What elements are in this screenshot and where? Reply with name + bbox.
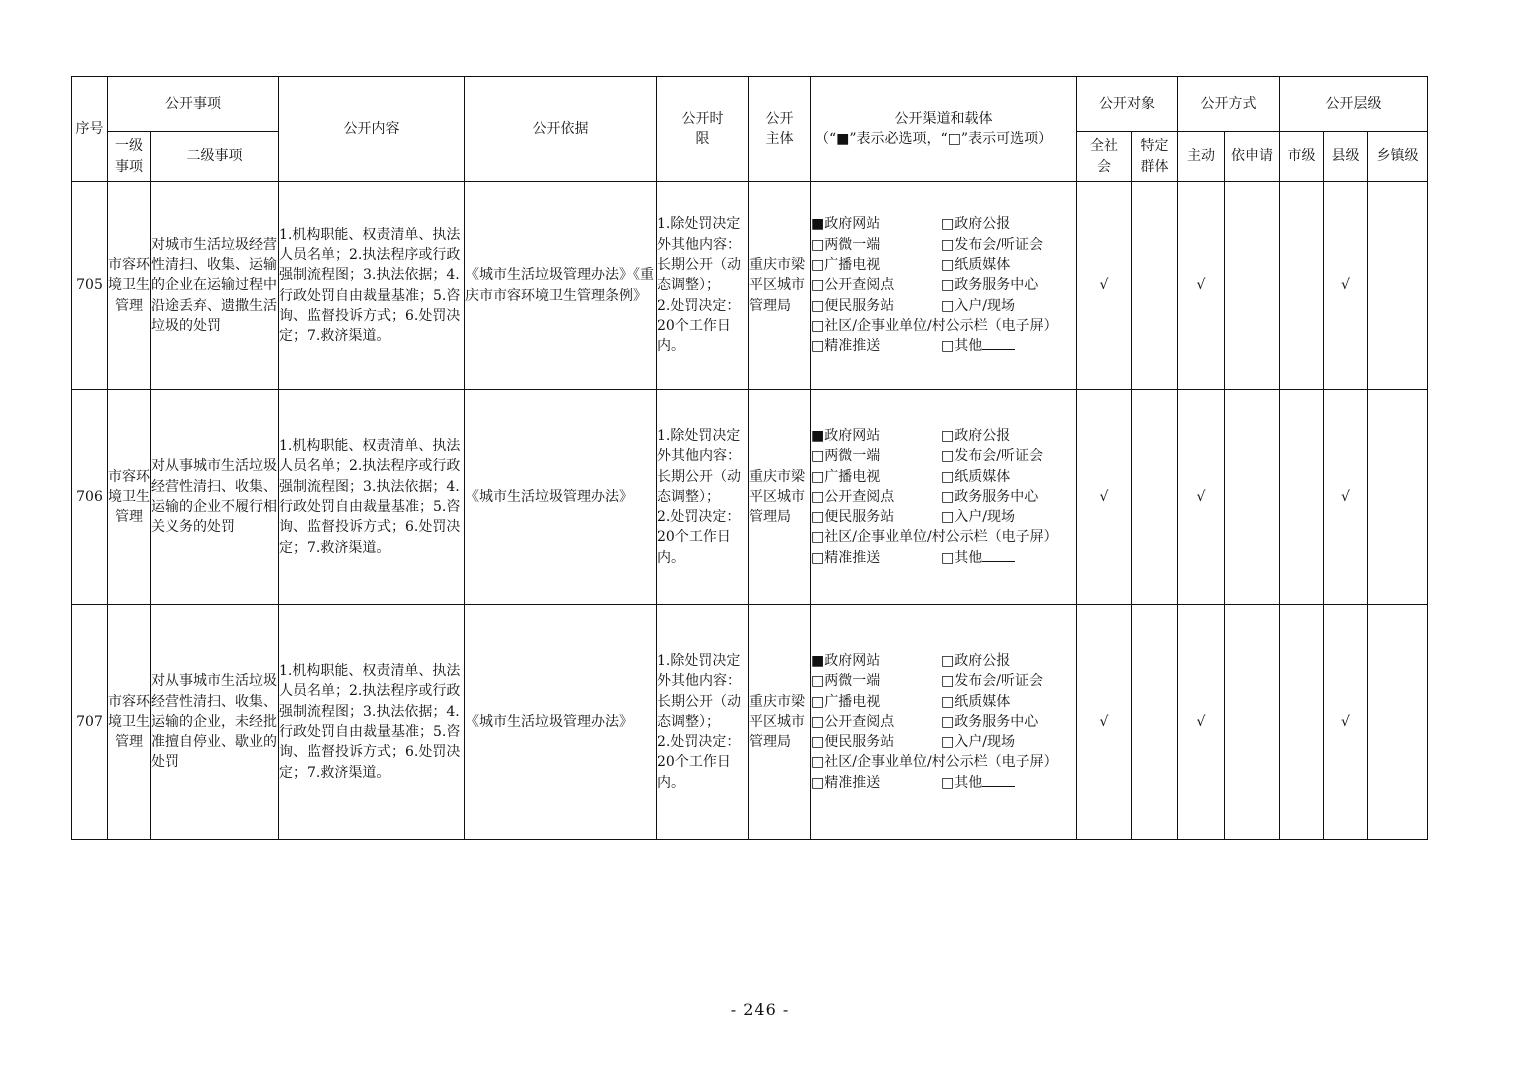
row-method-active: √	[1178, 605, 1225, 840]
row-method-apply	[1225, 182, 1280, 390]
channel-service-center: □政务服务中心	[941, 488, 1039, 505]
header-level-county: 县级	[1324, 132, 1368, 182]
row-method-active: √	[1178, 182, 1225, 390]
channel-bulletin-board: □社区/企事业单位/村公示栏（电子屏）	[811, 317, 1058, 334]
page-number: - 246 -	[730, 1000, 790, 1019]
channel-door-to-door: □入户/现场	[941, 734, 1015, 751]
row-subject: 重庆市梁平区城市管理局	[749, 390, 811, 605]
header-public-item: 公开事项	[108, 77, 279, 132]
channel-precise-push: □精准推送	[811, 549, 881, 566]
row-level-city	[1280, 182, 1324, 390]
header-method-active: 主动	[1178, 132, 1225, 182]
header-seq: 序号	[72, 77, 108, 182]
channel-precise-push: □精准推送	[811, 774, 881, 791]
channel-gov-gazette: □政府公报	[941, 427, 1011, 444]
row-level1: 市容环境卫生管理	[108, 605, 151, 840]
row-level-city	[1280, 390, 1324, 605]
header-channel-title: 公开渠道和载体	[894, 110, 993, 127]
header-target-all	[1077, 132, 1132, 182]
channel-press-hearing: □发布会/听证会	[941, 673, 1043, 690]
table-row	[72, 182, 1428, 390]
row-method-apply	[1225, 605, 1280, 840]
header-level2: 二级事项	[151, 132, 279, 182]
row-channels	[811, 605, 1077, 840]
header-level1	[108, 132, 151, 182]
channel-public-reading-point: □公开查阅点	[811, 713, 895, 730]
header-subject	[749, 77, 811, 182]
header-content: 公开内容	[279, 77, 465, 182]
row-level2: 对从事城市生活垃圾经营性清扫、收集、运输的企业不履行相关义务的处罚	[151, 390, 279, 605]
header-time-limit-text: 公开时限	[681, 110, 724, 147]
row-seq: 706	[72, 390, 108, 605]
row-level-county: √	[1324, 390, 1368, 605]
row-method-apply	[1225, 390, 1280, 605]
row-level1: 市容环境卫生管理	[108, 390, 151, 605]
row-method-active: √	[1178, 390, 1225, 605]
header-subject-text: 公开主体	[765, 110, 794, 147]
header-channel-note: （“■”表示必选项，“□”表示可选项）	[815, 131, 1053, 147]
disclosure-table	[71, 76, 1428, 840]
channel-door-to-door: □入户/现场	[941, 297, 1015, 314]
channel-service-station: □便民服务站	[811, 509, 895, 526]
header-target: 公开对象	[1077, 77, 1178, 132]
channel-other	[941, 336, 1015, 356]
header-level1-text: 一级事项	[115, 138, 143, 175]
blank-underline	[982, 336, 1015, 350]
channel-print-media: □纸质媒体	[941, 468, 1011, 485]
header-channel	[811, 77, 1077, 182]
row-target-all: √	[1077, 605, 1132, 840]
channel-public-reading-point: □公开查阅点	[811, 488, 895, 505]
row-level2: 对从事城市生活垃圾经营性清扫、收集、运输的企业，未经批准擅自停业、歇业的处罚	[151, 605, 279, 840]
table-row	[72, 390, 1428, 605]
channel-service-station: □便民服务站	[811, 297, 895, 314]
channel-gov-gazette: □政府公报	[941, 652, 1011, 669]
row-time-limit: 1.除处罚决定外其他内容：长期公开（动态调整）； 2.处罚决定：20个工作日内。	[657, 390, 749, 605]
header-level-town: 乡镇级	[1368, 132, 1428, 182]
row-seq: 707	[72, 605, 108, 840]
row-time-limit: 1.除处罚决定外其他内容：长期公开（动态调整）； 2.处罚决定：20个工作日内。	[657, 182, 749, 390]
channel-gov-website: ■政府网站	[811, 216, 881, 233]
row-level2: 对城市生活垃圾经营性清扫、收集、运输的企业在运输过程中沿途丢弃、遗撒生活垃圾的处罚	[151, 182, 279, 390]
row-level1: 市容环境卫生管理	[108, 182, 151, 390]
row-channels	[811, 182, 1077, 390]
row-time-limit: 1.除处罚决定外其他内容：长期公开（动态调整）； 2.处罚决定：20个工作日内。	[657, 605, 749, 840]
channel-other	[941, 773, 1015, 793]
row-content: 1.机构职能、权责清单、执法人员名单；2.执法程序或行政强制流程图；3.执法依据；4.行政处罚自由裁量基准；5.咨询、监督投诉方式；6.处罚决定；7.救济渠道。	[279, 182, 465, 390]
channel-service-center: □政务服务中心	[941, 277, 1039, 294]
channel-gov-website: ■政府网站	[811, 427, 881, 444]
header-level: 公开层级	[1280, 77, 1428, 132]
channel-bulletin-board: □社区/企事业单位/村公示栏（电子屏）	[811, 754, 1058, 771]
row-content: 1.机构职能、权责清单、执法人员名单；2.执法程序或行政强制流程图；3.执法依据；4.行政处罚自由裁量基准；5.咨询、监督投诉方式；6.处罚决定；7.救济渠道。	[279, 390, 465, 605]
channel-other-label: □其他	[941, 549, 983, 566]
row-basis: 《城市生活垃圾管理办法》	[465, 390, 657, 605]
row-target-specific	[1132, 182, 1178, 390]
row-subject: 重庆市梁平区城市管理局	[749, 605, 811, 840]
channel-other	[941, 548, 1015, 568]
channel-bulletin-board: □社区/企事业单位/村公示栏（电子屏）	[811, 529, 1058, 546]
row-target-all: √	[1077, 182, 1132, 390]
channel-print-media: □纸质媒体	[941, 257, 1011, 274]
channel-wechat-weibo-app: □两微一端	[811, 673, 881, 690]
channel-press-hearing: □发布会/听证会	[941, 236, 1043, 253]
channel-press-hearing: □发布会/听证会	[941, 448, 1043, 465]
channel-gov-gazette: □政府公报	[941, 216, 1011, 233]
row-seq: 705	[72, 182, 108, 390]
row-level-town	[1368, 605, 1428, 840]
header-basis: 公开依据	[465, 77, 657, 182]
row-level-county: √	[1324, 605, 1368, 840]
header-time-limit	[657, 77, 749, 182]
header-level-city: 市级	[1280, 132, 1324, 182]
channel-wechat-weibo-app: □两微一端	[811, 448, 881, 465]
row-level-city	[1280, 605, 1324, 840]
channel-other-label: □其他	[941, 338, 983, 355]
channel-broadcast-tv: □广播电视	[811, 468, 881, 485]
header-target-all-text: 全社会	[1090, 138, 1118, 175]
header-target-specific-text: 特定群体	[1140, 138, 1169, 175]
row-level-town	[1368, 390, 1428, 605]
channel-door-to-door: □入户/现场	[941, 509, 1015, 526]
blank-underline	[982, 773, 1015, 787]
row-subject: 重庆市梁平区城市管理局	[749, 182, 811, 390]
channel-other-label: □其他	[941, 774, 983, 791]
row-target-specific	[1132, 605, 1178, 840]
row-channels	[811, 390, 1077, 605]
row-content: 1.机构职能、权责清单、执法人员名单；2.执法程序或行政强制流程图；3.执法依据；4.行政处罚自由裁量基准；5.咨询、监督投诉方式；6.处罚决定；7.救济渠道。	[279, 605, 465, 840]
channel-public-reading-point: □公开查阅点	[811, 277, 895, 294]
channel-print-media: □纸质媒体	[941, 693, 1011, 710]
row-target-all: √	[1077, 390, 1132, 605]
header-target-specific	[1132, 132, 1178, 182]
header-method: 公开方式	[1178, 77, 1280, 132]
channel-service-center: □政务服务中心	[941, 713, 1039, 730]
channel-gov-website: ■政府网站	[811, 652, 881, 669]
blank-underline	[982, 548, 1015, 562]
row-target-specific	[1132, 390, 1178, 605]
channel-wechat-weibo-app: □两微一端	[811, 236, 881, 253]
row-basis: 《城市生活垃圾管理办法》	[465, 605, 657, 840]
row-basis: 《城市生活垃圾管理办法》《重庆市市容环境卫生管理条例》	[465, 182, 657, 390]
row-level-county: √	[1324, 182, 1368, 390]
table-row	[72, 605, 1428, 840]
channel-broadcast-tv: □广播电视	[811, 257, 881, 274]
channel-precise-push: □精准推送	[811, 338, 881, 355]
channel-broadcast-tv: □广播电视	[811, 693, 881, 710]
header-method-apply: 依申请	[1225, 132, 1280, 182]
channel-service-station: □便民服务站	[811, 734, 895, 751]
row-level-town	[1368, 182, 1428, 390]
